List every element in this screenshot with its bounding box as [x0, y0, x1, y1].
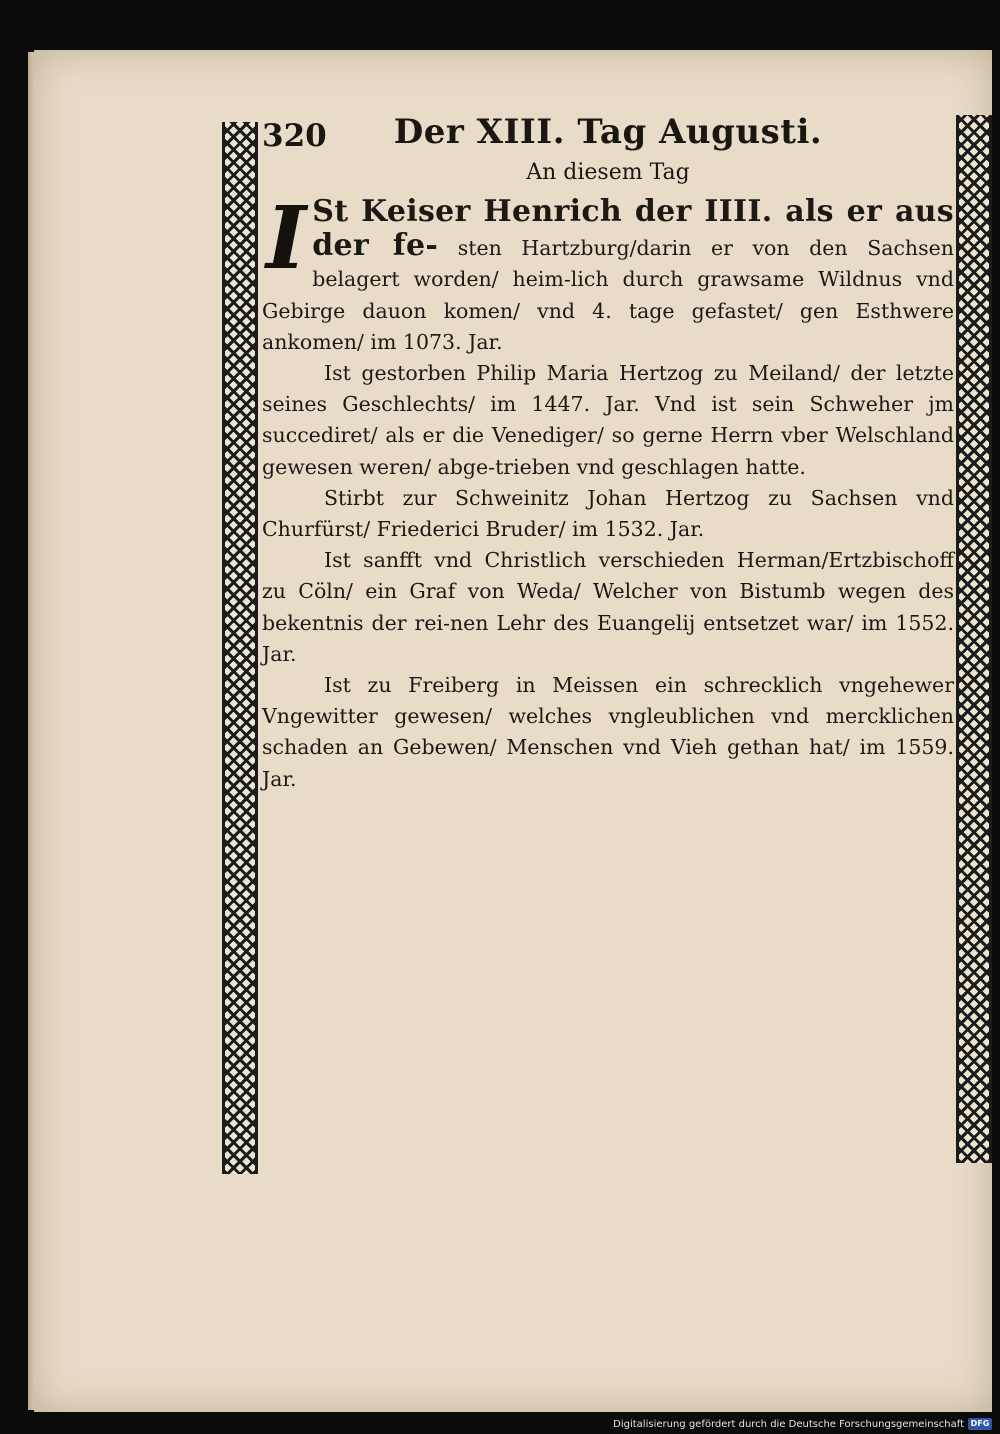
ornamental-border-right: [956, 115, 992, 1163]
body-text: [262, 188, 954, 795]
page-number: 320: [262, 118, 327, 154]
dfg-logo: DFG: [968, 1418, 992, 1430]
entry-1-lead: St Keiser Henrich der IIII. als er aus der fe-: [312, 194, 954, 264]
entry-5: Ist zu Freiberg in Meissen ein schrecklich vngehewer Vngewitter gewesen/ welches vngleublichen vnd mercklichen schaden an Gebewen/ Menschen vnd Vieh gethan hat/ im 1559. Jar.: [262, 673, 954, 791]
running-title: Der XIII. Tag Augusti.: [393, 112, 823, 152]
page-header: [258, 108, 958, 158]
entry-4: Ist sanfft vnd Christlich verschieden Herman/Ertzbischoff zu Cöln/ ein Graf von Weda/ Welcher von Bistumb wegen des bekentnis der rei-nen Lehr des Euangelij entsetzet war/ im 1552. Jar.: [262, 548, 954, 666]
drop-cap: I: [266, 188, 307, 289]
section-subheading: An diesem Tag: [526, 160, 690, 185]
entry-1-text: sten Hartzburg/darin er von den Sachsen belagert worden/ heim-lich durch grawsame Wildnus vnd Gebirge dauon komen/ vnd 4. tage gefastet/ gen Esthwere ankomen/ im 1073. Jar.: [262, 236, 954, 354]
footer-credit: Digitalisierung gefördert durch die Deutsche Forschungsgemeinschaft: [613, 1419, 964, 1430]
entry-1: [262, 188, 954, 358]
ornamental-border-left: [222, 122, 258, 1174]
entry-2: Ist gestorben Philip Maria Hertzog zu Meiland/ der letzte seines Geschlechts/ im 1447. Jar. Vnd ist sein Schweher jm succediret/ als er die Venediger/ so gerne Herrn vber Welschland gewesen weren/ abge-trieben vnd geschlagen hatte.: [262, 361, 954, 479]
entry-3: Stirbt zur Schweinitz Johan Hertzog zu Sachsen vnd Churfürst/ Friederici Bruder/ im 1532. Jar.: [262, 485, 954, 542]
